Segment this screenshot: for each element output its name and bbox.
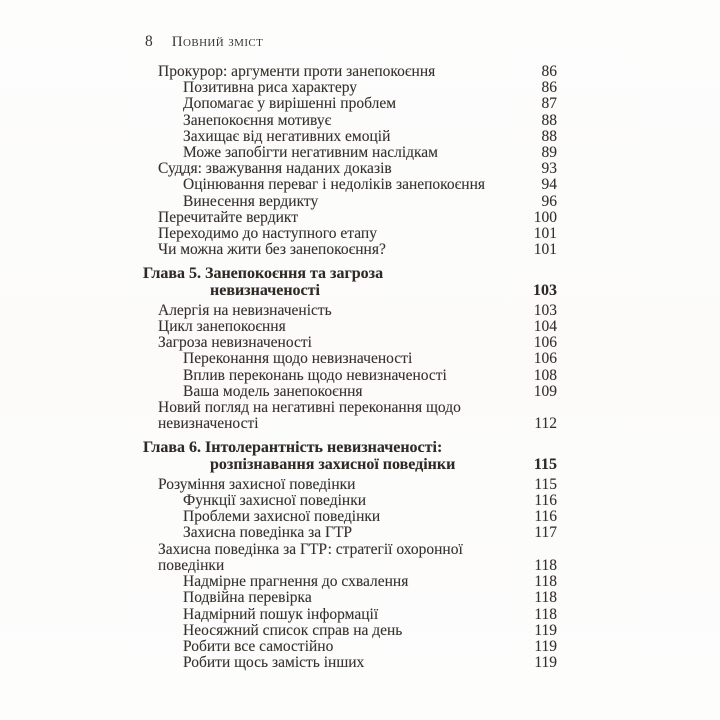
toc-entry-text: Може запобігти негативним наслідкам	[183, 144, 438, 162]
toc-line	[143, 283, 557, 299]
toc-page-number: 86	[541, 63, 557, 80]
toc-entry	[143, 525, 557, 541]
toc-entry-text: Допомагає у вирішенні проблем	[183, 95, 397, 113]
toc-page-number: 115	[533, 455, 557, 473]
toc-entry	[143, 542, 557, 574]
toc-page-number: 87	[541, 95, 557, 113]
toc-page-number: 89	[541, 144, 557, 162]
toc-line	[143, 226, 557, 242]
toc-page-number: 100	[533, 208, 557, 226]
toc-entry-text: Винесення вердикту	[183, 192, 319, 210]
toc-entry	[143, 639, 557, 655]
toc-entry	[143, 623, 557, 639]
toc-entry-text: Суддя: зважування наданих доказів	[158, 160, 392, 178]
toc-entry-text: Алергія на невизначеність	[158, 301, 332, 319]
toc-page-number: 93	[541, 160, 557, 178]
toc-entry	[143, 574, 557, 590]
toc-line	[143, 145, 557, 161]
toc-entry	[143, 113, 557, 129]
toc-page-number: 119	[534, 654, 557, 672]
toc-entry-text: Чи можна жити без занепокоєння?	[158, 241, 386, 259]
toc-entry-text: Занепокоєння мотивує	[183, 111, 332, 129]
toc-entry-text: Надмірний пошук інформації	[183, 605, 379, 623]
toc-line	[143, 655, 557, 671]
toc-entry-text: Захисна поведінка за ГТР: стратегії охоронної	[158, 540, 463, 558]
toc-entry	[143, 210, 557, 226]
toc-page-number: 106	[533, 334, 557, 352]
toc-entry-text: невизначеності	[210, 281, 320, 299]
toc-line	[143, 303, 557, 319]
toc-entry-text: Проблеми захисної поведінки	[183, 508, 381, 526]
toc-entry	[143, 145, 557, 161]
toc-entry-text: Подвійна перевірка	[183, 589, 312, 607]
toc-line	[143, 477, 557, 493]
toc-line	[143, 177, 557, 193]
toc-entry-text: Прокурор: аргументи проти занепокоєння	[158, 63, 436, 80]
toc-entry-text: поведінки	[158, 556, 225, 574]
toc-entry	[143, 129, 557, 145]
toc-page-number: 88	[541, 111, 557, 129]
toc-entry	[143, 319, 557, 335]
toc-entry	[143, 400, 557, 432]
toc-entry	[143, 64, 557, 80]
toc-entry-text: Цикл занепокоєння	[158, 318, 286, 336]
toc-page-number: 88	[541, 127, 557, 145]
toc-entry-text: Вплив переконань щодо невизначеності	[183, 366, 447, 384]
toc-page-number: 119	[534, 637, 557, 655]
toc-page-number: 118	[534, 605, 557, 623]
toc-entry-text: Переконання щодо невизначеності	[183, 350, 413, 368]
toc-entry-text: Перечитайте вердикт	[158, 208, 299, 226]
toc-line	[143, 525, 557, 541]
toc-entry-text: Глава 5. Занепокоєння та загроза	[143, 265, 384, 283]
toc-page-number: 118	[534, 589, 557, 607]
toc-entry-text: Неосяжний список справ на день	[183, 621, 403, 639]
toc-page-number: 101	[533, 225, 557, 243]
toc-line	[143, 319, 557, 335]
page-header	[145, 33, 263, 51]
toc-line	[143, 210, 557, 226]
toc-entry-text: Захисна поведінка за ГТР	[183, 524, 353, 542]
toc-page-number: 94	[541, 176, 557, 194]
toc-entry	[143, 177, 557, 193]
toc-entry-text: Робити щось замість інших	[183, 654, 365, 672]
toc-line	[143, 64, 557, 80]
toc-line	[143, 639, 557, 655]
toc-line	[143, 416, 557, 432]
toc-entry-text: Глава 6. Інтолерантність невизначеності:	[143, 439, 443, 457]
toc-entry-text: Загроза невизначеності	[158, 334, 312, 352]
running-header-title: Повний зміст	[171, 34, 264, 50]
toc-entry	[143, 384, 557, 400]
toc-page-number: 119	[534, 621, 557, 639]
table-of-contents	[143, 64, 557, 671]
toc-page-number: 101	[533, 241, 557, 259]
toc-line	[143, 440, 557, 456]
toc-line	[143, 96, 557, 112]
toc-line	[143, 335, 557, 351]
toc-entry-text: Розуміння захисної поведінки	[158, 475, 356, 493]
toc-entry	[143, 368, 557, 384]
toc-entry	[143, 607, 557, 623]
toc-chapter-entry	[143, 440, 557, 472]
toc-page-number: 106	[533, 350, 557, 368]
toc-entry	[143, 493, 557, 509]
toc-line	[143, 623, 557, 639]
toc-line	[143, 368, 557, 384]
toc-entry-text: Робити все самостійно	[183, 637, 334, 655]
toc-entry	[143, 590, 557, 606]
toc-entry	[143, 303, 557, 319]
toc-line	[143, 457, 557, 473]
toc-entry	[143, 655, 557, 671]
toc-entry-text: Позитивна риса характеру	[183, 79, 357, 97]
toc-entry	[143, 80, 557, 96]
toc-entry-text: Оцінювання переваг і недоліків занепокоєння	[183, 176, 486, 194]
toc-page-number: 103	[533, 301, 557, 319]
toc-entry	[143, 96, 557, 112]
toc-page-number: 112	[534, 415, 557, 433]
toc-line	[143, 242, 557, 258]
toc-entry	[143, 242, 557, 258]
toc-entry	[143, 226, 557, 242]
toc-entry	[143, 161, 557, 177]
toc-page-number: 118	[534, 556, 557, 574]
toc-entry-text: невизначеності	[158, 415, 259, 433]
toc-page-number: 96	[541, 192, 557, 210]
toc-page-number: 104	[533, 318, 557, 336]
toc-entry	[143, 335, 557, 351]
toc-entry-text: Функції захисної поведінки	[183, 492, 367, 510]
toc-line	[143, 80, 557, 96]
toc-page-number: 109	[533, 382, 557, 400]
toc-line	[143, 129, 557, 145]
toc-line	[143, 607, 557, 623]
toc-line	[143, 351, 557, 367]
toc-page-number: 103	[533, 281, 557, 299]
toc-entry-text: Ваша модель занепокоєння	[183, 382, 363, 400]
toc-page-number: 118	[534, 573, 557, 591]
toc-entry	[143, 477, 557, 493]
toc-line	[143, 558, 557, 574]
toc-line	[143, 113, 557, 129]
toc-line	[143, 400, 557, 416]
toc-page-number: 115	[534, 475, 557, 493]
toc-entry-text: Захищає від негативних емоцій	[183, 127, 391, 145]
toc-page-number: 108	[533, 366, 557, 384]
page-number: 8	[145, 33, 153, 50]
toc-page-number: 117	[534, 524, 557, 542]
toc-entry-text: Надмірне прагнення до схвалення	[183, 573, 409, 591]
toc-chapter-entry	[143, 266, 557, 298]
toc-line	[143, 509, 557, 525]
toc-line	[143, 194, 557, 210]
toc-entry	[143, 509, 557, 525]
toc-line	[143, 493, 557, 509]
toc-entry	[143, 194, 557, 210]
toc-entry-text: Переходимо до наступного етапу	[158, 225, 377, 243]
toc-page-number: 86	[541, 79, 557, 97]
toc-line	[143, 574, 557, 590]
toc-entry-text: Новий погляд на негативні переконання щодо	[158, 399, 461, 417]
toc-line	[143, 266, 557, 282]
toc-line	[143, 542, 557, 558]
toc-line	[143, 384, 557, 400]
toc-entry-text: розпізнавання захисної поведінки	[210, 455, 456, 473]
toc-page-number: 116	[534, 492, 557, 510]
toc-line	[143, 161, 557, 177]
toc-page-number: 116	[534, 508, 557, 526]
toc-entry	[143, 351, 557, 367]
toc-line	[143, 590, 557, 606]
